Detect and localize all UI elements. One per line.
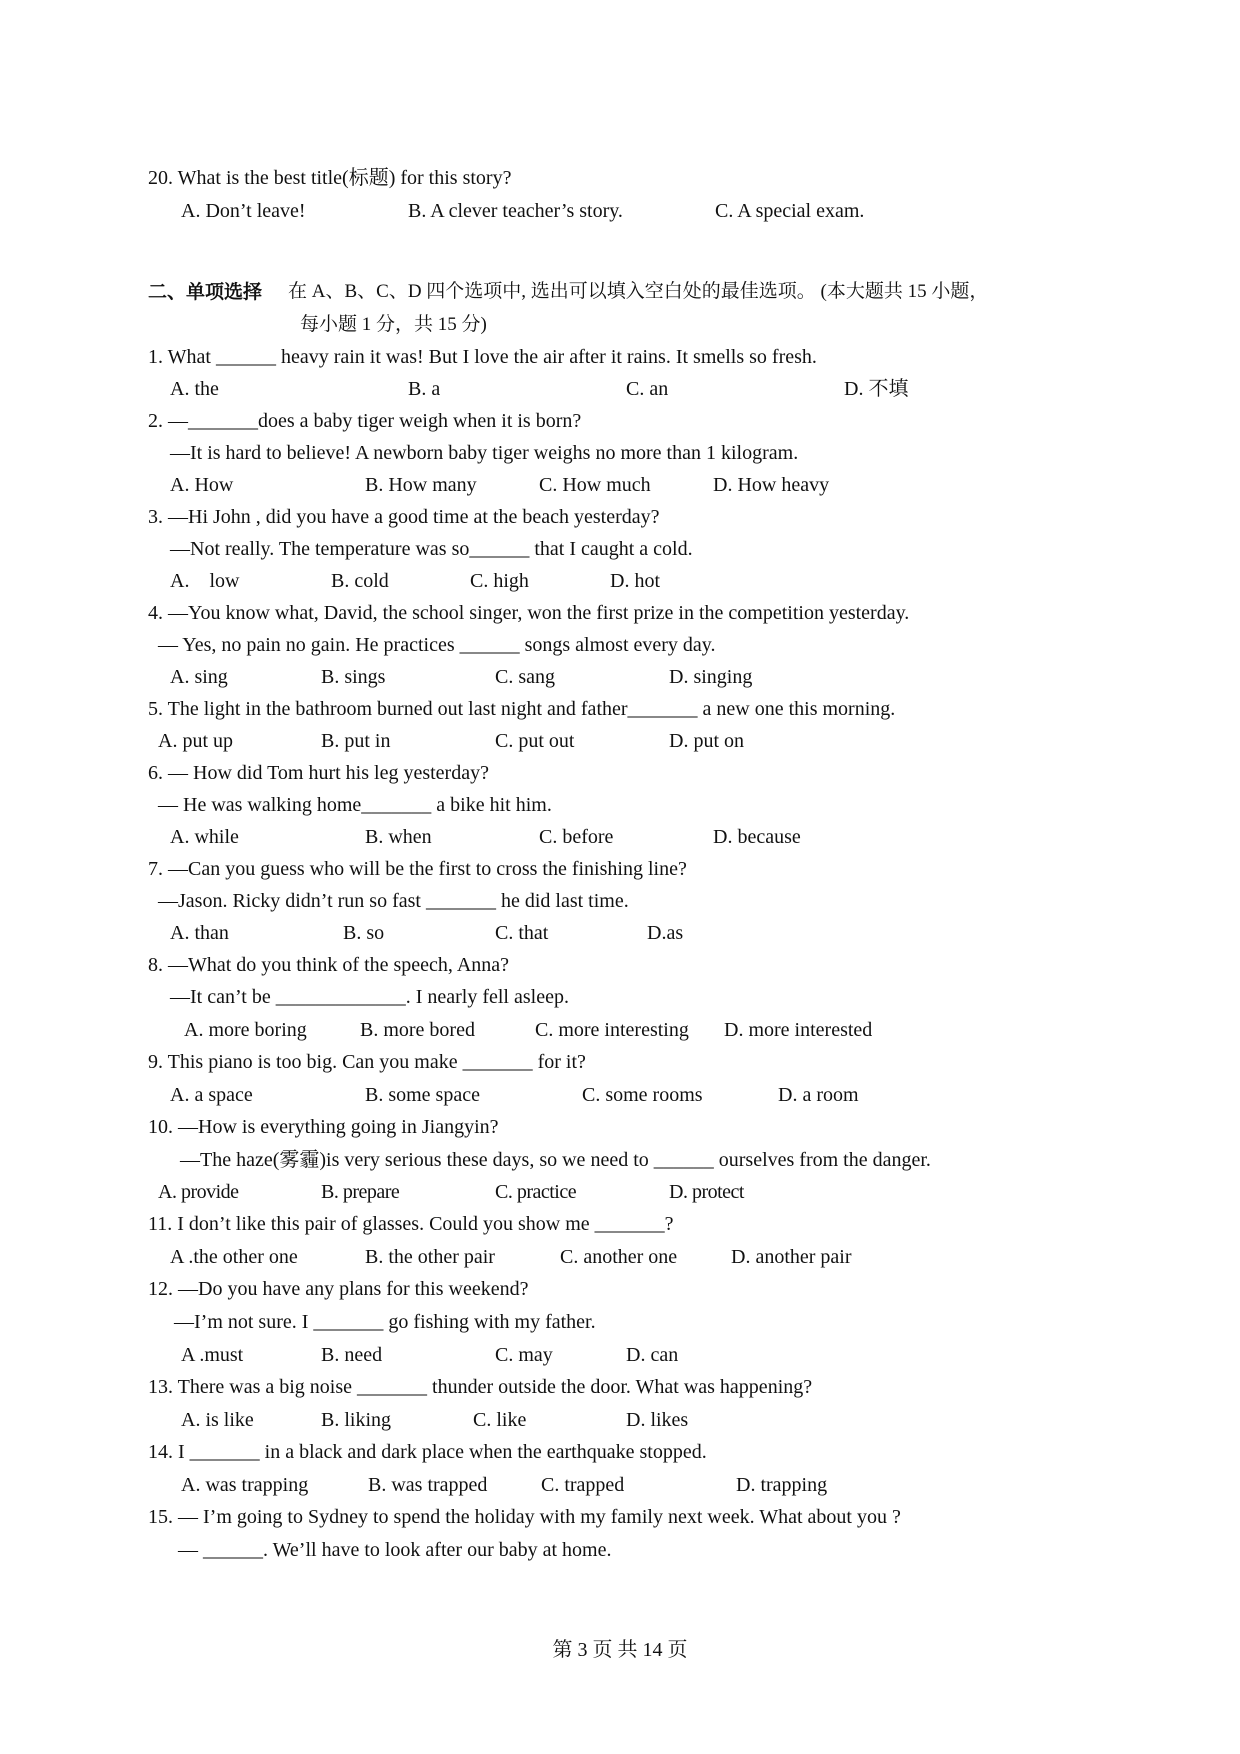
question-13-option-d: D. likes	[626, 1409, 689, 1431]
question-7-option-d: D.as	[647, 922, 684, 944]
question-12-option-b: B. need	[321, 1344, 383, 1366]
question-1-option-b: B. a	[408, 378, 441, 400]
question-6-reply: — He was walking home_______ a bike hit him.	[158, 794, 552, 816]
question-14-option-d: D. trapping	[736, 1474, 828, 1496]
question-15-reply: — ______. We’ll have to look after our baby at home.	[178, 1539, 612, 1561]
question-10-option-d: D. protect	[669, 1181, 744, 1203]
question-12-text: 12. —Do you have any plans for this weekend?	[148, 1278, 529, 1300]
question-20-text: 20. What is the best title(标题) for this story?	[148, 167, 512, 189]
question-9-option-a: A. a space	[170, 1084, 253, 1106]
question-7-text: 7. —Can you guess who will be the first to cross the finishing line?	[148, 858, 687, 880]
question-4-option-b: B. sings	[321, 666, 386, 688]
question-7-reply: —Jason. Ricky didn’t run so fast _______ he did last time.	[158, 890, 629, 912]
question-8-option-c: C. more interesting	[535, 1019, 689, 1041]
question-2-reply: —It is hard to believe! A newborn baby tiger weighs no more than 1 kilogram.	[170, 442, 799, 464]
question-13-text: 13. There was a big noise _______ thunder outside the door. What was happening?	[148, 1376, 813, 1398]
question-1-option-c: C. an	[626, 378, 669, 400]
page-number-footer: 第 3 页 共 14 页	[552, 1639, 688, 1661]
question-3-option-a: A. low	[170, 570, 240, 592]
question-13-option-a: A. is like	[181, 1409, 254, 1431]
question-6-option-d: D. because	[713, 826, 801, 848]
question-3-reply: —Not really. The temperature was so______ that I caught a cold.	[170, 538, 693, 560]
question-11-option-b: B. the other pair	[365, 1246, 495, 1268]
question-2-text: 2. —_______does a baby tiger weigh when it is born?	[148, 410, 582, 432]
question-14-text: 14. I _______ in a black and dark place when the earthquake stopped.	[148, 1441, 707, 1463]
question-2-option-a: A. How	[170, 474, 234, 496]
question-8-reply: —It can’t be _____________. I nearly fell asleep.	[170, 986, 569, 1008]
question-9-text: 9. This piano is too big. Can you make _______ for it?	[148, 1051, 586, 1073]
question-3-option-d: D. hot	[610, 570, 660, 592]
question-14-option-b: B. was trapped	[368, 1474, 488, 1496]
question-5-option-b: B. put in	[321, 730, 391, 752]
question-5-text: 5. The light in the bathroom burned out last night and father_______ a new one this morning.	[148, 698, 896, 720]
question-4-option-d: D. singing	[669, 666, 753, 688]
question-13-option-c: C. like	[473, 1409, 527, 1431]
section-description-line1: 在 A、B、C、D 四个选项中, 选出可以填入空白处的最佳选项。 (本大题共 15 小题，	[288, 281, 989, 302]
question-4-option-c: C. sang	[495, 666, 555, 688]
section-title: 二、单项选择	[148, 281, 263, 303]
question-20-option-c: C. A special exam.	[715, 200, 865, 222]
question-1-text: 1. What ______ heavy rain it was! But I love the air after it rains. It smells so fresh.	[148, 346, 817, 368]
question-1-option-d: D. 不填	[844, 378, 909, 400]
question-9-option-d: D. a room	[778, 1084, 859, 1106]
question-4-text: 4. —You know what, David, the school singer, won the first prize in the competition yesterday.	[148, 602, 910, 624]
question-8-option-a: A. more boring	[184, 1019, 307, 1041]
question-11-text: 11. I don’t like this pair of glasses. Could you show me _______?	[148, 1213, 674, 1235]
question-9-option-c: C. some rooms	[582, 1084, 703, 1106]
question-10-option-b: B. prepare	[321, 1181, 400, 1203]
question-8-option-d: D. more interested	[724, 1019, 873, 1041]
question-3-option-c: C. high	[470, 570, 529, 592]
question-8-text: 8. —What do you think of the speech, Anna?	[148, 954, 510, 976]
question-7-option-c: C. that	[495, 922, 549, 944]
question-11-option-c: C. another one	[560, 1246, 678, 1268]
question-15-text: 15. — I’m going to Sydney to spend the holiday with my family next week. What about you ?	[148, 1506, 901, 1528]
question-7-option-b: B. so	[343, 922, 385, 944]
question-13-option-b: B. liking	[321, 1409, 392, 1431]
question-6-option-b: B. when	[365, 826, 432, 848]
question-5-option-c: C. put out	[495, 730, 575, 752]
question-5-option-a: A. put up	[158, 730, 233, 752]
question-2-option-b: B. How many	[365, 474, 477, 496]
question-3-text: 3. —Hi John , did you have a good time at the beach yesterday?	[148, 506, 660, 528]
question-10-reply: —The haze(雾霾)is very serious these days, so we need to ______ ourselves from the danger.	[180, 1149, 931, 1171]
question-12-option-c: C. may	[495, 1344, 553, 1366]
question-12-option-d: D. can	[626, 1344, 679, 1366]
question-20-option-a: A. Don’t leave!	[181, 200, 306, 222]
question-4-reply: — Yes, no pain no gain. He practices ______ songs almost every day.	[158, 634, 716, 656]
question-4-option-a: A. sing	[170, 666, 228, 688]
question-11-option-d: D. another pair	[731, 1246, 852, 1268]
section-description-line2: 每小题 1 分，共 15 分)	[300, 314, 487, 335]
question-6-text: 6. — How did Tom hurt his leg yesterday?	[148, 762, 489, 784]
question-12-reply: —I’m not sure. I _______ go fishing with my father.	[174, 1311, 596, 1333]
question-14-option-a: A. was trapping	[181, 1474, 309, 1496]
question-10-option-a: A. provide	[158, 1181, 239, 1203]
question-8-option-b: B. more bored	[360, 1019, 475, 1041]
question-6-option-c: C. before	[539, 826, 614, 848]
question-11-option-a: A .the other one	[170, 1246, 298, 1268]
question-3-option-b: B. cold	[331, 570, 389, 592]
question-6-option-a: A. while	[170, 826, 239, 848]
question-14-option-c: C. trapped	[541, 1474, 625, 1496]
question-20-option-b: B. A clever teacher’s story.	[408, 200, 623, 222]
question-1-option-a: A. the	[170, 378, 219, 400]
question-10-text: 10. —How is everything going in Jiangyin?	[148, 1116, 499, 1138]
question-9-option-b: B. some space	[365, 1084, 480, 1106]
question-7-option-a: A. than	[170, 922, 229, 944]
question-10-option-c: C. practice	[495, 1181, 577, 1203]
question-2-option-c: C. How much	[539, 474, 651, 496]
question-5-option-d: D. put on	[669, 730, 744, 752]
question-12-option-a: A .must	[181, 1344, 244, 1366]
question-2-option-d: D. How heavy	[713, 474, 830, 496]
